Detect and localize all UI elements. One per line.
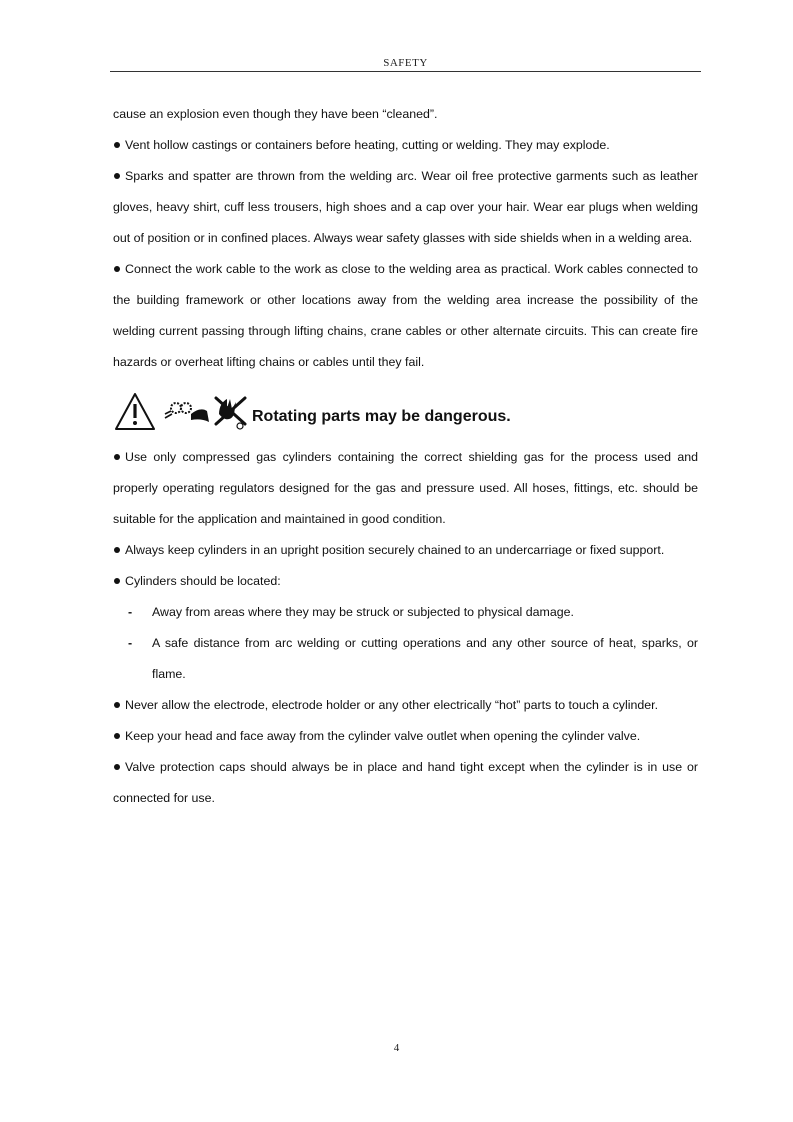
dash-item-safe-distance	[113, 628, 698, 690]
paragraph-upright-cylinders	[113, 535, 698, 566]
warning-triangle-icon	[116, 394, 154, 429]
dash-item-physical-damage	[113, 597, 698, 628]
page-content	[113, 99, 698, 814]
page-number: 4	[393, 1042, 400, 1054]
warning-title: Rotating parts may be dangerous.	[252, 408, 511, 425]
paragraph-gas-cylinders	[113, 442, 698, 535]
dash-item-text: A safe distance from arc welding or cutting operations and any other source of heat, sparks, or flame.	[152, 636, 698, 681]
paragraph-text: Keep your head and face away from the cylinder valve outlet when opening the cylinder valve.	[125, 729, 641, 743]
page-header-title: SAFETY	[383, 57, 428, 69]
paragraph-text: Use only compressed gas cylinders containing the correct shielding gas for the process used and properly operating regulators designed for the gas and pressure used. All hoses, fittings, etc. should be suitable for the application and maintained in good condition.	[113, 450, 698, 526]
header-divider	[110, 71, 701, 72]
bullet-icon	[114, 142, 120, 148]
paragraph-text: Sparks and spatter are thrown from the welding arc. Wear oil free protective garments such as leather gloves, heavy shirt, cuff less trousers, high shoes and a cap over your hair. Wear ear plugs when welding out of position or in confined places. Always wear safety glasses with side shields when in a welding area.	[113, 169, 698, 245]
paragraph-valve-outlet	[113, 721, 698, 752]
paragraph-text: Never allow the electrode, electrode holder or any other electrically “hot” parts to touch a cylinder.	[125, 698, 659, 712]
paragraph-text: Always keep cylinders in an upright position securely chained to an undercarriage or fixed support.	[125, 543, 665, 557]
paragraph-explosion-continued	[113, 99, 698, 130]
paragraph-text: cause an explosion even though they have been “cleaned”.	[113, 107, 438, 121]
bullet-icon	[114, 547, 120, 553]
paragraph-vent-castings	[113, 130, 698, 161]
bullet-icon	[114, 454, 120, 460]
paragraph-text: Vent hollow castings or containers before heating, cutting or welding. They may explode.	[125, 138, 610, 152]
bullet-icon	[114, 702, 120, 708]
dash-item-text: Away from areas where they may be struck or subjected to physical damage.	[152, 605, 574, 619]
rotating-parts-warning	[113, 380, 698, 442]
bullet-icon	[114, 266, 120, 272]
paragraph-text: Cylinders should be located:	[125, 574, 281, 588]
bullet-icon	[114, 764, 120, 770]
dash-marker: -	[128, 636, 133, 650]
paragraph-text: Valve protection caps should always be in place and hand tight except when the cylinder is in use or connected for use.	[113, 760, 698, 805]
paragraph-sparks-spatter	[113, 161, 698, 254]
paragraph-cylinder-location	[113, 566, 698, 597]
rotating-gears-hand-icon	[165, 403, 209, 422]
paragraph-hot-parts	[113, 690, 698, 721]
bullet-icon	[114, 733, 120, 739]
bullet-icon	[114, 578, 120, 584]
dash-marker: -	[128, 605, 133, 619]
no-touch-hand-icon	[216, 398, 245, 429]
paragraph-work-cable	[113, 254, 698, 378]
paragraph-valve-caps	[113, 752, 698, 814]
paragraph-text: Connect the work cable to the work as close to the welding area as practical. Work cables connected to the building framework or other locations away from the welding area increase the possibility of the welding current passing through lifting chains, crane cables or other alternate circuits. This can create fire hazards or overheat lifting chains or cables until they fail.	[113, 262, 698, 369]
bullet-icon	[114, 173, 120, 179]
warning-icons	[115, 392, 251, 432]
